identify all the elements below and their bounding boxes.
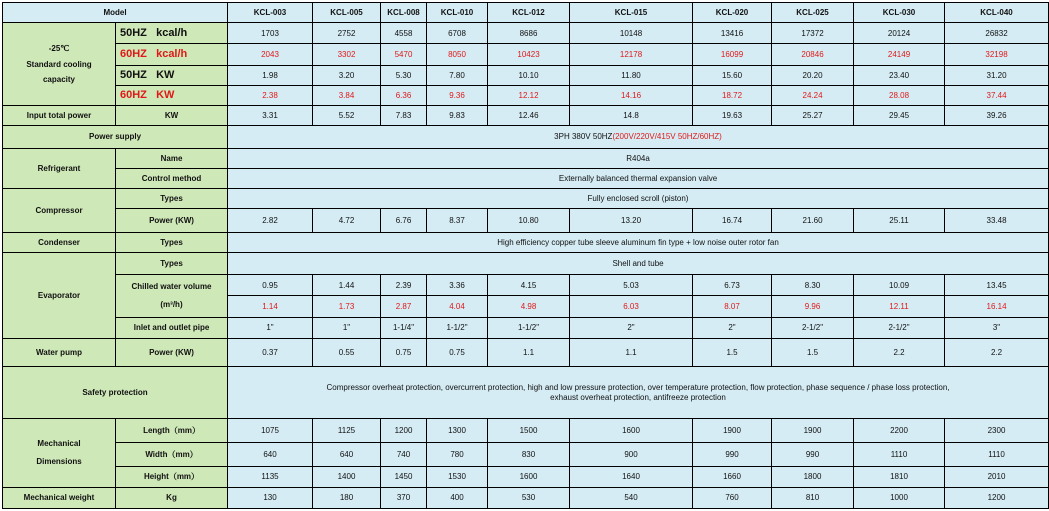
chilled-water-60hz-value: 4.04 bbox=[427, 296, 488, 317]
cooling-value: 7.80 bbox=[427, 65, 488, 85]
length-value: 1500 bbox=[488, 418, 570, 442]
width-label: Width（mm） bbox=[116, 443, 228, 467]
cooling-unit bbox=[116, 44, 228, 65]
power-supply-optional: (200V/220V/415V 50HZ/60HZ) bbox=[612, 132, 722, 142]
chilled-water-60hz-value: 1.14 bbox=[228, 296, 313, 317]
chilled-water-60hz-value: 9.96 bbox=[772, 296, 854, 317]
cooling-label bbox=[3, 23, 116, 106]
chilled-water-50hz-value: 0.95 bbox=[228, 275, 313, 296]
cooling-value: 1703 bbox=[228, 23, 313, 44]
cooling-value: 8050 bbox=[427, 44, 488, 65]
model-header: KCL-012 bbox=[488, 3, 570, 23]
pipe-value: 2-1/2" bbox=[772, 317, 854, 338]
evaporator-types-label: Types bbox=[116, 252, 228, 274]
weight-unit: Kg bbox=[116, 487, 228, 508]
compressor-power-value: 13.20 bbox=[570, 209, 693, 232]
width-value: 740 bbox=[381, 443, 427, 467]
cooling-value: 20846 bbox=[772, 44, 854, 65]
cooling-unit-text: KW bbox=[156, 89, 175, 102]
water-pump-value: 0.75 bbox=[381, 338, 427, 366]
cooling-value: 16099 bbox=[693, 44, 772, 65]
compressor-power-value: 25.11 bbox=[854, 209, 945, 232]
cooling-value: 3.84 bbox=[313, 85, 381, 105]
weight-value: 1000 bbox=[854, 487, 945, 508]
dimensions-label-line: Dimensions bbox=[36, 456, 82, 466]
model-header: KCL-015 bbox=[570, 3, 693, 23]
model-header: KCL-040 bbox=[945, 3, 1049, 23]
compressor-types-row bbox=[3, 189, 1049, 209]
cooling-value: 2.38 bbox=[228, 85, 313, 105]
input-power-row bbox=[3, 106, 1049, 126]
cooling-label-line: -25℃ bbox=[48, 44, 70, 54]
chilled-water-60hz-value: 16.14 bbox=[945, 296, 1049, 317]
chilled-water-label-line: Chilled water volume bbox=[131, 282, 212, 292]
chilled-water-60hz-value: 6.03 bbox=[570, 296, 693, 317]
width-value: 990 bbox=[772, 443, 854, 467]
width-value: 900 bbox=[570, 443, 693, 467]
cooling-value: 5470 bbox=[381, 44, 427, 65]
water-pump-value: 1.5 bbox=[772, 338, 854, 366]
compressor-power-label: Power (KW) bbox=[116, 209, 228, 232]
input-power-value: 7.83 bbox=[381, 106, 427, 126]
water-pump-value: 1.1 bbox=[570, 338, 693, 366]
length-value: 1300 bbox=[427, 418, 488, 442]
cooling-value: 11.80 bbox=[570, 65, 693, 85]
width-value: 780 bbox=[427, 443, 488, 467]
input-power-label: Input total power bbox=[3, 106, 116, 126]
length-value: 1900 bbox=[772, 418, 854, 442]
cooling-value: 10.10 bbox=[488, 65, 570, 85]
cooling-row bbox=[3, 44, 1049, 65]
width-value: 830 bbox=[488, 443, 570, 467]
input-power-value: 9.83 bbox=[427, 106, 488, 126]
input-power-value: 5.52 bbox=[313, 106, 381, 126]
cooling-value: 6708 bbox=[427, 23, 488, 44]
cooling-value: 37.44 bbox=[945, 85, 1049, 105]
pipe-value: 2" bbox=[693, 317, 772, 338]
height-value: 1660 bbox=[693, 467, 772, 487]
chilled-water-60hz-value: 1.73 bbox=[313, 296, 381, 317]
compressor-power-value: 21.60 bbox=[772, 209, 854, 232]
water-pump-power-label: Power (KW) bbox=[116, 338, 228, 366]
condenser-types-label: Types bbox=[116, 232, 228, 252]
chilled-water-60hz-value: 8.07 bbox=[693, 296, 772, 317]
condenser-row bbox=[3, 232, 1049, 252]
chilled-water-50hz-value: 4.15 bbox=[488, 275, 570, 296]
cooling-value: 15.60 bbox=[693, 65, 772, 85]
pipe-label: Inlet and outlet pipe bbox=[116, 317, 228, 338]
cooling-value: 12178 bbox=[570, 44, 693, 65]
width-value: 640 bbox=[313, 443, 381, 467]
cooling-unit bbox=[116, 23, 228, 44]
chilled-water-50hz-value: 2.39 bbox=[381, 275, 427, 296]
weight-value: 530 bbox=[488, 487, 570, 508]
compressor-power-value: 10.80 bbox=[488, 209, 570, 232]
width-value: 640 bbox=[228, 443, 313, 467]
input-power-value: 25.27 bbox=[772, 106, 854, 126]
spec-table-body bbox=[3, 3, 1049, 509]
chilled-water-label bbox=[116, 275, 228, 318]
height-value: 1800 bbox=[772, 467, 854, 487]
pipe-value: 1-1/4" bbox=[381, 317, 427, 338]
refrigerant-control-row bbox=[3, 168, 1049, 188]
power-supply-row bbox=[3, 126, 1049, 148]
height-row bbox=[3, 467, 1049, 487]
evaporator-label: Evaporator bbox=[3, 252, 116, 338]
evaporator-types-value: Shell and tube bbox=[228, 252, 1049, 274]
cooling-value: 32198 bbox=[945, 44, 1049, 65]
cooling-value: 18.72 bbox=[693, 85, 772, 105]
model-header: KCL-010 bbox=[427, 3, 488, 23]
model-header: KCL-008 bbox=[381, 3, 427, 23]
cooling-unit bbox=[116, 85, 228, 105]
chilled-water-50hz-value: 1.44 bbox=[313, 275, 381, 296]
width-value: 990 bbox=[693, 443, 772, 467]
cooling-freq: 50HZ bbox=[120, 27, 147, 40]
pipe-value: 1" bbox=[228, 317, 313, 338]
weight-value: 400 bbox=[427, 487, 488, 508]
cooling-value: 9.36 bbox=[427, 85, 488, 105]
weight-value: 130 bbox=[228, 487, 313, 508]
height-value: 1450 bbox=[381, 467, 427, 487]
cooling-value: 8686 bbox=[488, 23, 570, 44]
height-value: 1135 bbox=[228, 467, 313, 487]
cooling-unit bbox=[116, 65, 228, 85]
weight-label: Mechanical weight bbox=[3, 487, 116, 508]
chilled-water-50hz-value: 6.73 bbox=[693, 275, 772, 296]
model-header: KCL-003 bbox=[228, 3, 313, 23]
water-pump-value: 0.55 bbox=[313, 338, 381, 366]
length-label: Length（mm） bbox=[116, 418, 228, 442]
height-value: 1600 bbox=[488, 467, 570, 487]
pipe-value: 1-1/2" bbox=[488, 317, 570, 338]
weight-value: 180 bbox=[313, 487, 381, 508]
power-supply-value bbox=[228, 126, 1049, 148]
safety-label: Safety protection bbox=[3, 367, 228, 419]
chilled-water-50hz-value: 13.45 bbox=[945, 275, 1049, 296]
width-row bbox=[3, 443, 1049, 467]
cooling-value: 24149 bbox=[854, 44, 945, 65]
cooling-row bbox=[3, 85, 1049, 105]
cooling-label-line: Standard cooling bbox=[26, 59, 92, 69]
chilled-water-50hz-value: 5.03 bbox=[570, 275, 693, 296]
refrigerant-control-value: Externally balanced thermal expansion valve bbox=[228, 168, 1049, 188]
pipe-value: 2" bbox=[570, 317, 693, 338]
power-supply-main: 3PH 380V 50HZ bbox=[554, 132, 613, 142]
cooling-value: 1.98 bbox=[228, 65, 313, 85]
chilled-water-60hz-value: 12.11 bbox=[854, 296, 945, 317]
condenser-label: Condenser bbox=[3, 232, 116, 252]
dimensions-label-line: Mechanical bbox=[37, 439, 81, 449]
safety-row bbox=[3, 367, 1049, 419]
safety-line: exhaust overheat protection, antifreeze protection bbox=[550, 392, 726, 402]
pipe-value: 3" bbox=[945, 317, 1049, 338]
length-value: 1075 bbox=[228, 418, 313, 442]
compressor-power-value: 2.82 bbox=[228, 209, 313, 232]
height-value: 1530 bbox=[427, 467, 488, 487]
compressor-power-value: 4.72 bbox=[313, 209, 381, 232]
safety-value bbox=[228, 367, 1049, 419]
model-header: KCL-025 bbox=[772, 3, 854, 23]
cooling-value: 23.40 bbox=[854, 65, 945, 85]
length-value: 1125 bbox=[313, 418, 381, 442]
pipe-value: 1" bbox=[313, 317, 381, 338]
cooling-freq: 60HZ bbox=[120, 89, 147, 102]
refrigerant-name-label: Name bbox=[116, 148, 228, 168]
water-pump-value: 2.2 bbox=[854, 338, 945, 366]
cooling-value: 20124 bbox=[854, 23, 945, 44]
cooling-value: 31.20 bbox=[945, 65, 1049, 85]
weight-value: 760 bbox=[693, 487, 772, 508]
water-pump-value: 2.2 bbox=[945, 338, 1049, 366]
safety-line: Compressor overheat protection, overcurrent protection, high and low pressure protection, over temperature protection, flow protection, phase sequence / phase loss protection, bbox=[326, 383, 950, 393]
model-label: Model bbox=[3, 3, 228, 23]
input-power-value: 3.31 bbox=[228, 106, 313, 126]
length-row bbox=[3, 418, 1049, 442]
chilled-water-50hz-value: 3.36 bbox=[427, 275, 488, 296]
cooling-value: 10423 bbox=[488, 44, 570, 65]
water-pump-value: 0.75 bbox=[427, 338, 488, 366]
cooling-freq: 60HZ bbox=[120, 48, 147, 61]
length-value: 1600 bbox=[570, 418, 693, 442]
model-header: KCL-030 bbox=[854, 3, 945, 23]
cooling-value: 5.30 bbox=[381, 65, 427, 85]
cooling-freq: 50HZ bbox=[120, 69, 147, 82]
cooling-value: 10148 bbox=[570, 23, 693, 44]
chilled-water-60hz-value: 2.87 bbox=[381, 296, 427, 317]
water-pump-value: 1.1 bbox=[488, 338, 570, 366]
pipe-value: 1-1/2" bbox=[427, 317, 488, 338]
pipe-row bbox=[3, 317, 1049, 338]
compressor-power-value: 16.74 bbox=[693, 209, 772, 232]
cooling-unit-text: KW bbox=[156, 69, 175, 82]
dimensions-label bbox=[3, 418, 116, 487]
water-pump-value: 1.5 bbox=[693, 338, 772, 366]
condenser-types-value: High efficiency copper tube sleeve aluminum fin type + low noise outer rotor fan bbox=[228, 232, 1049, 252]
chilled-water-60hz-value: 4.98 bbox=[488, 296, 570, 317]
cooling-value: 3302 bbox=[313, 44, 381, 65]
power-supply-label: Power supply bbox=[3, 126, 228, 148]
cooling-value: 14.16 bbox=[570, 85, 693, 105]
compressor-power-value: 33.48 bbox=[945, 209, 1049, 232]
input-power-value: 39.26 bbox=[945, 106, 1049, 126]
compressor-power-value: 6.76 bbox=[381, 209, 427, 232]
compressor-types-label: Types bbox=[116, 189, 228, 209]
weight-value: 370 bbox=[381, 487, 427, 508]
cooling-value: 3.20 bbox=[313, 65, 381, 85]
compressor-label: Compressor bbox=[3, 189, 116, 233]
cooling-row bbox=[3, 65, 1049, 85]
chilled-water-50hz-value: 8.30 bbox=[772, 275, 854, 296]
height-value: 1400 bbox=[313, 467, 381, 487]
cooling-row bbox=[3, 23, 1049, 44]
input-power-value: 14.8 bbox=[570, 106, 693, 126]
weight-row bbox=[3, 487, 1049, 508]
height-value: 1640 bbox=[570, 467, 693, 487]
chilled-water-label-line: (m³/h) bbox=[160, 299, 183, 309]
cooling-value: 17372 bbox=[772, 23, 854, 44]
length-value: 1200 bbox=[381, 418, 427, 442]
cooling-value: 20.20 bbox=[772, 65, 854, 85]
water-pump-row bbox=[3, 338, 1049, 366]
cooling-label-line: capacity bbox=[42, 74, 76, 84]
length-value: 1900 bbox=[693, 418, 772, 442]
compressor-power-row bbox=[3, 209, 1049, 232]
length-value: 2200 bbox=[854, 418, 945, 442]
header-row bbox=[3, 3, 1049, 23]
cooling-unit-text: kcal/h bbox=[156, 48, 188, 61]
compressor-types-value: Fully enclosed scroll (piston) bbox=[228, 189, 1049, 209]
model-header: KCL-005 bbox=[313, 3, 381, 23]
cooling-value: 2043 bbox=[228, 44, 313, 65]
input-power-value: 19.63 bbox=[693, 106, 772, 126]
cooling-value: 28.08 bbox=[854, 85, 945, 105]
model-header: KCL-020 bbox=[693, 3, 772, 23]
water-pump-label: Water pump bbox=[3, 338, 116, 366]
water-pump-value: 0.37 bbox=[228, 338, 313, 366]
chilled-water-50hz-value: 10.09 bbox=[854, 275, 945, 296]
height-label: Height（mm） bbox=[116, 467, 228, 487]
cooling-unit-text: kcal/h bbox=[156, 27, 188, 40]
cooling-value: 2752 bbox=[313, 23, 381, 44]
weight-value: 1200 bbox=[945, 487, 1049, 508]
cooling-value: 13416 bbox=[693, 23, 772, 44]
input-power-unit: KW bbox=[116, 106, 228, 126]
evaporator-types-row bbox=[3, 252, 1049, 274]
pipe-value: 2-1/2" bbox=[854, 317, 945, 338]
refrigerant-label: Refrigerant bbox=[3, 148, 116, 188]
refrigerant-control-label: Control method bbox=[116, 168, 228, 188]
spec-table bbox=[2, 2, 1049, 509]
weight-value: 810 bbox=[772, 487, 854, 508]
refrigerant-name-value: R404a bbox=[228, 148, 1049, 168]
input-power-value: 29.45 bbox=[854, 106, 945, 126]
chilled-water-row bbox=[3, 275, 1049, 296]
cooling-value: 12.12 bbox=[488, 85, 570, 105]
height-value: 2010 bbox=[945, 467, 1049, 487]
cooling-value: 4558 bbox=[381, 23, 427, 44]
weight-value: 540 bbox=[570, 487, 693, 508]
compressor-power-value: 8.37 bbox=[427, 209, 488, 232]
refrigerant-name-row bbox=[3, 148, 1049, 168]
width-value: 1110 bbox=[945, 443, 1049, 467]
cooling-value: 6.36 bbox=[381, 85, 427, 105]
height-value: 1810 bbox=[854, 467, 945, 487]
cooling-value: 26832 bbox=[945, 23, 1049, 44]
length-value: 2300 bbox=[945, 418, 1049, 442]
width-value: 1110 bbox=[854, 443, 945, 467]
input-power-value: 12.46 bbox=[488, 106, 570, 126]
cooling-value: 24.24 bbox=[772, 85, 854, 105]
